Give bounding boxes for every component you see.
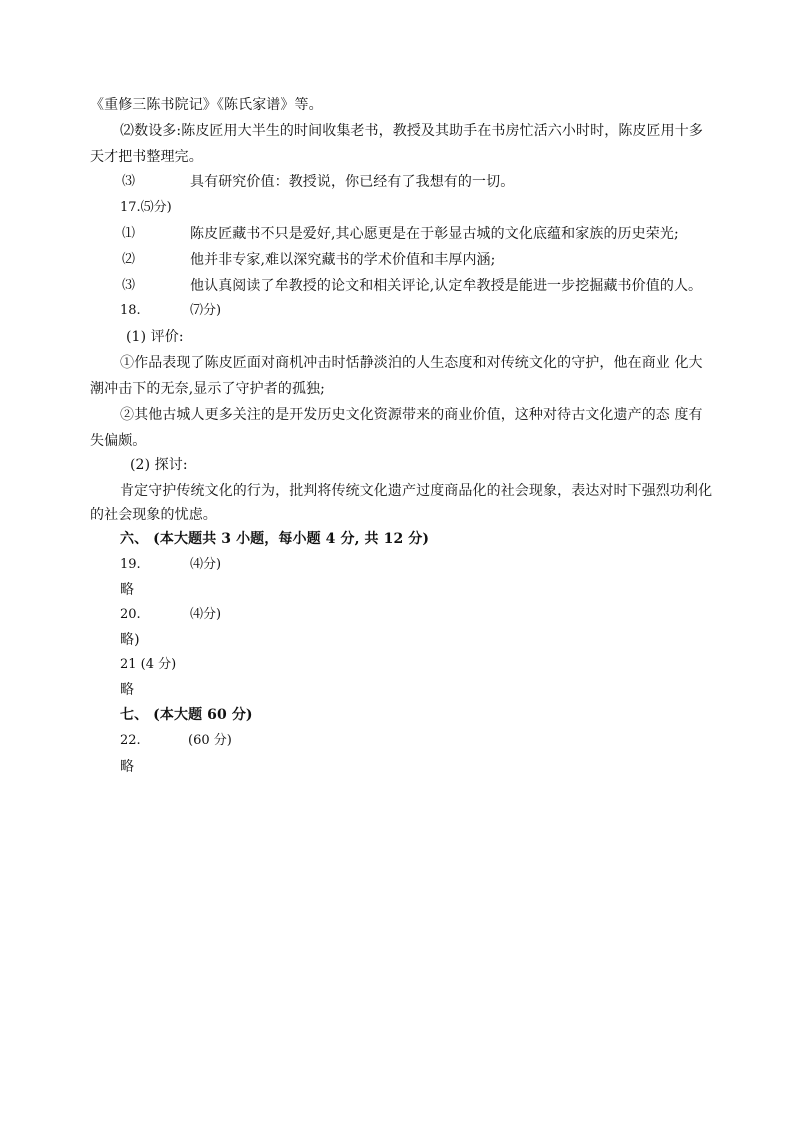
q17-item-3-text: 他认真阅读了牟教授的论文和相关评论,认定牟教授是能进一步挖掘藏书价值的人。 <box>190 278 703 294</box>
q17-item-1-number: ⑴ <box>122 226 136 241</box>
q21-number: 21 (4 分) <box>120 657 177 672</box>
q16-point2-line1: ⑵数设多:陈皮匠用大半生的时间收集老书，教授及其助手在书房忙活六小时时，陈皮匠用十多 <box>120 123 703 139</box>
q22-answer: 略 <box>120 759 135 775</box>
q18-evaluation-1-line2: 潮冲击下的无奈,显示了守护者的孤独; <box>90 381 325 397</box>
q16-point2-line2: 天才把书整理完。 <box>90 149 203 165</box>
q17-item-3-number: ⑶ <box>122 278 136 293</box>
q18-explore-line2: 的社会现象的忧虑。 <box>90 507 217 523</box>
q19-score: ⑷分) <box>190 557 222 572</box>
section7-header: 七、 (本大题 60 分) <box>120 707 253 723</box>
q17-item-1-text: 陈皮匠藏书不只是爱好,其心愿更是在于彰显古城的文化底蕴和家族的历史荣光; <box>190 226 679 242</box>
q19-answer: 略 <box>120 582 135 598</box>
q22-score: (60 分) <box>188 733 232 748</box>
q18-number: 18. <box>120 303 141 318</box>
section6-header: 六、 (本大题共 3 小题，每小题 4 分, 共 12 分) <box>120 531 430 547</box>
q16-point3-text: 具有研究价值：教授说，你已经有了我想有的一切。 <box>190 174 515 190</box>
q18-explore-line1: 肯定守护传统文化的行为，批判将传统文化遗产过度商品化的社会现象，表达对时下强烈功利化 <box>120 483 713 499</box>
q21-answer: 略 <box>120 682 135 698</box>
q17-item-2-text: 他并非专家,难以深究藏书的学术价值和丰厚内涵; <box>190 252 496 268</box>
q18-evaluation-2-line2: 失偏颇。 <box>90 433 147 449</box>
q16-point3-number: ⑶ <box>122 174 136 189</box>
q20-score: ⑷分) <box>190 607 222 622</box>
q22-number: 22. <box>120 733 141 748</box>
q18-evaluation-1-line1: ①作品表现了陈皮匠面对商机冲击时恬静淡泊的人生态度和对传统文化的守护，他在商业 化大 <box>120 355 703 371</box>
q18-score: ⑺分) <box>190 303 222 318</box>
q17-item-2-number: ⑵ <box>122 252 136 267</box>
q18-evaluation-label: (1) 评价: <box>126 329 184 345</box>
q19-number: 19. <box>120 557 141 572</box>
q16-continuation: 《重修三陈书院记》《陈氏家谱》等。 <box>90 97 323 113</box>
q20-number: 20. <box>120 607 141 622</box>
q18-evaluation-2-line1: ②其他古城人更多关注的是开发历史文化资源带来的商业价值，这种对待古文化遗产的态 度有 <box>120 407 703 423</box>
q17-header: 17.⑸分) <box>120 200 172 215</box>
q20-answer: 略) <box>120 632 140 648</box>
q18-explore-label: (2) 探讨: <box>130 457 188 473</box>
